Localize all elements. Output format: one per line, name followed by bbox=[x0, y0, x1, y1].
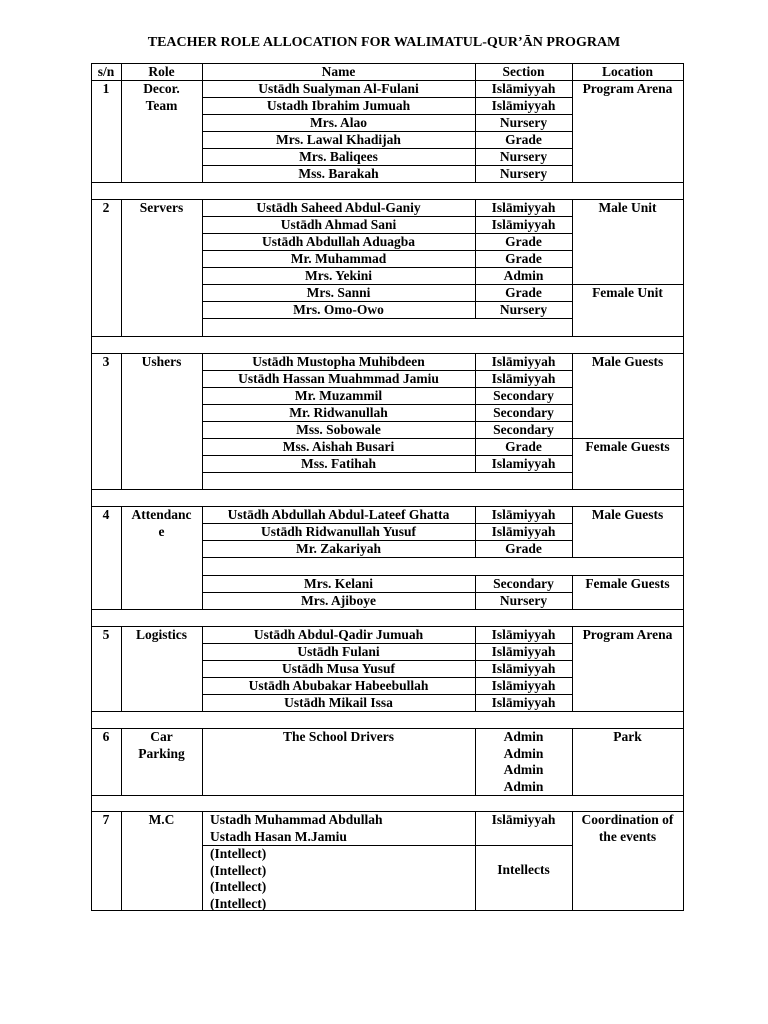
table-rule bbox=[202, 455, 573, 456]
section-cell: Admin bbox=[503, 745, 544, 761]
name-cell: Ustādh Ahmad Sani bbox=[280, 217, 397, 232]
name-cell: Mrs. Lawal Khadijah bbox=[276, 132, 401, 147]
table-rule bbox=[202, 165, 573, 166]
table-rule bbox=[91, 795, 684, 796]
table-rule bbox=[202, 811, 203, 911]
section-cell: Islāmiyyah bbox=[491, 524, 556, 539]
table-rule bbox=[202, 643, 573, 644]
table-rule bbox=[202, 694, 573, 695]
header-location: Location bbox=[601, 64, 653, 79]
name-cell: Mss. Sobowale bbox=[296, 422, 381, 437]
name-cell: Ustadh Ibrahim Jumuah bbox=[266, 98, 411, 113]
mc-name: Ustadh Muhammad Abdullah bbox=[210, 812, 383, 827]
section-cell: Islāmiyyah bbox=[491, 678, 556, 693]
section-cell: Grade bbox=[505, 132, 542, 147]
section-cell: Islāmiyyah bbox=[491, 695, 556, 710]
section-cell: Admin bbox=[503, 778, 544, 794]
location-cell: Male Guests bbox=[591, 507, 664, 522]
header-section: Section bbox=[502, 64, 545, 79]
table-rule bbox=[202, 404, 573, 405]
section-cell: Intellects bbox=[497, 862, 550, 877]
table-rule bbox=[202, 387, 573, 388]
name-cell: Mrs. Yekini bbox=[305, 268, 372, 283]
mc-name: (Intellect) bbox=[210, 879, 267, 894]
name-cell: Ustādh Mikail Issa bbox=[284, 695, 393, 710]
section-cell: Grade bbox=[505, 234, 542, 249]
role-label: Parking bbox=[138, 746, 185, 761]
table-rule bbox=[121, 353, 122, 490]
name-cell: Ustādh Mustopha Muhibdeen bbox=[252, 354, 425, 369]
section-cell: Admin bbox=[503, 762, 544, 777]
table-rule bbox=[202, 506, 203, 558]
name-cell: Mrs. Ajiboye bbox=[301, 593, 376, 608]
table-rule bbox=[121, 199, 122, 337]
role-label: Decor. bbox=[143, 81, 180, 96]
location-cell: the events bbox=[598, 829, 657, 844]
table-rule bbox=[683, 795, 684, 812]
name-cell: Ustādh Abdul-Qadir Jumuah bbox=[253, 627, 424, 642]
table-rule bbox=[91, 182, 92, 200]
name-cell: The School Drivers bbox=[283, 729, 394, 744]
role-label: Logistics bbox=[135, 627, 187, 642]
table-rule bbox=[683, 711, 684, 729]
section-cell: Islāmiyyah bbox=[491, 81, 556, 96]
table-rule bbox=[572, 353, 573, 490]
table-rule bbox=[683, 728, 684, 796]
table-rule bbox=[91, 336, 684, 337]
table-rule bbox=[91, 489, 92, 507]
section-cell: Secondary bbox=[493, 576, 554, 591]
table-rule bbox=[202, 540, 573, 541]
table-rule bbox=[475, 626, 476, 712]
name-cell: Ustādh Ridwanullah Yusuf bbox=[260, 524, 417, 539]
section-cell: Islāmiyyah bbox=[491, 627, 556, 642]
table-rule bbox=[202, 711, 573, 712]
name-cell: Ustādh Fulani bbox=[297, 644, 380, 659]
name-cell: Ustādh Musa Yusuf bbox=[281, 661, 396, 676]
section-cell: Nursery bbox=[499, 593, 548, 608]
table-rule bbox=[91, 336, 92, 354]
table-rule bbox=[683, 626, 684, 712]
table-rule bbox=[683, 80, 684, 183]
table-rule bbox=[202, 80, 203, 183]
row-sn: 2 bbox=[102, 200, 110, 215]
section-cell: Islāmiyyah bbox=[491, 98, 556, 113]
location-cell: Male Guests bbox=[591, 354, 664, 369]
table-rule bbox=[683, 811, 684, 911]
table-rule bbox=[683, 506, 684, 610]
table-rule bbox=[475, 353, 476, 473]
role-label: e bbox=[158, 524, 165, 539]
table-rule bbox=[202, 609, 573, 610]
table-rule bbox=[202, 216, 573, 217]
header-name: Name bbox=[321, 64, 356, 79]
row-sn: 1 bbox=[102, 81, 110, 96]
table-rule bbox=[202, 114, 573, 115]
table-rule bbox=[202, 199, 203, 337]
name-cell: Mss. Aishah Busari bbox=[282, 439, 395, 454]
name-cell: Mss. Barakah bbox=[298, 166, 379, 181]
table-rule bbox=[91, 199, 92, 337]
name-cell: Mr. Muzammil bbox=[294, 388, 383, 403]
table-rule bbox=[91, 795, 92, 812]
location-cell: Female Guests bbox=[585, 439, 670, 454]
row-sn: 3 bbox=[102, 354, 110, 369]
row-sn: 6 bbox=[102, 729, 110, 744]
name-cell: Mrs. Sanni bbox=[306, 285, 371, 300]
role-label: M.C bbox=[148, 812, 175, 827]
table-rule bbox=[202, 677, 573, 678]
section-cell: Islāmiyyah bbox=[491, 644, 556, 659]
row-sn: 5 bbox=[102, 627, 110, 642]
location-cell: Program Arena bbox=[582, 81, 673, 96]
mc-name: Ustadh Hasan M.Jamiu bbox=[210, 829, 347, 844]
name-cell: Ustādh Sualyman Al-Fulani bbox=[258, 81, 419, 96]
table-rule bbox=[202, 97, 573, 98]
section-cell: Islāmiyyah bbox=[491, 661, 556, 676]
role-label: Servers bbox=[139, 200, 184, 215]
header-role: Role bbox=[148, 64, 175, 79]
table-rule bbox=[202, 523, 573, 524]
name-cell: Mss. Fatihah bbox=[300, 456, 376, 471]
section-cell: Secondary bbox=[493, 422, 554, 437]
location-cell: Female Unit bbox=[592, 285, 663, 300]
table-rule bbox=[683, 353, 684, 490]
name-cell: Ustādh Abubakar Habeebullah bbox=[248, 678, 429, 693]
section-cell: Islāmiyyah bbox=[491, 507, 556, 522]
name-cell: Mr. Muhammad bbox=[290, 251, 387, 266]
table-rule bbox=[202, 626, 203, 712]
location-cell: Park bbox=[613, 729, 642, 744]
location-cell: Program Arena bbox=[582, 627, 673, 642]
section-cell: Nursery bbox=[499, 149, 548, 164]
mc-name: (Intellect) bbox=[210, 846, 267, 861]
location-cell: Male Unit bbox=[598, 200, 657, 215]
section-cell: Secondary bbox=[493, 405, 554, 420]
table-rule bbox=[91, 489, 684, 490]
name-cell: Mrs. Alao bbox=[310, 115, 367, 130]
table-rule bbox=[202, 472, 573, 473]
section-cell: Nursery bbox=[499, 302, 548, 317]
table-rule bbox=[202, 370, 573, 371]
table-rule bbox=[91, 353, 92, 490]
table-rule bbox=[202, 660, 573, 661]
row-sn: 7 bbox=[102, 812, 110, 827]
section-cell: Grade bbox=[505, 251, 542, 266]
table-rule bbox=[202, 131, 573, 132]
name-cell: Ustādh Abdullah Abdul-Lateef Ghatta bbox=[227, 507, 450, 522]
table-rule bbox=[683, 63, 684, 81]
section-cell: Islāmiyyah bbox=[491, 371, 556, 386]
table-rule bbox=[475, 80, 476, 183]
section-cell: Grade bbox=[505, 439, 542, 454]
role-label: Team bbox=[145, 98, 178, 113]
name-cell: Ustādh Abdullah Aduagba bbox=[261, 234, 416, 249]
location-cell: Female Guests bbox=[585, 576, 670, 591]
section-cell: Nursery bbox=[499, 115, 548, 130]
name-cell: Mr. Ridwanullah bbox=[289, 405, 388, 420]
section-cell: Grade bbox=[505, 285, 542, 300]
table-rule bbox=[202, 438, 573, 439]
table-rule bbox=[475, 575, 476, 610]
name-cell: Ustādh Saheed Abdul-Ganiy bbox=[256, 200, 421, 215]
section-cell: Islamiyyah bbox=[491, 456, 556, 471]
mc-name: (Intellect) bbox=[210, 862, 267, 878]
table-rule bbox=[202, 233, 573, 234]
table-rule bbox=[475, 506, 476, 558]
section-cell: Islāmiyyah bbox=[491, 200, 556, 215]
table-rule bbox=[202, 284, 573, 285]
table-rule bbox=[202, 267, 573, 268]
table-rule bbox=[202, 353, 203, 490]
section-cell: Admin bbox=[503, 268, 544, 283]
table-rule bbox=[683, 609, 684, 627]
header-sn: s/n bbox=[97, 64, 115, 79]
name-cell: Mrs. Omo-Owo bbox=[293, 302, 384, 317]
document-title: TEACHER ROLE ALLOCATION FOR WALIMATUL-QUR’ĀN PROGRAM bbox=[147, 35, 621, 50]
table-rule bbox=[202, 148, 573, 149]
role-label: Car bbox=[150, 729, 173, 744]
location-cell: Coordination of bbox=[581, 812, 674, 827]
name-cell: Mrs. Baliqees bbox=[299, 149, 378, 164]
name-cell: Ustādh Hassan Muahmmad Jamiu bbox=[238, 371, 439, 386]
section-cell: Islāmiyyah bbox=[491, 812, 556, 827]
table-rule bbox=[683, 199, 684, 337]
section-cell: Secondary bbox=[493, 388, 554, 403]
section-cell: Nursery bbox=[499, 166, 548, 181]
section-cell: Islāmiyyah bbox=[491, 217, 556, 232]
table-rule bbox=[202, 557, 684, 558]
name-cell: Mr. Zakariyah bbox=[295, 541, 381, 556]
table-rule bbox=[683, 336, 684, 354]
role-label: Ushers bbox=[141, 354, 182, 369]
table-rule bbox=[91, 711, 92, 729]
table-rule bbox=[202, 592, 573, 593]
section-cell: Grade bbox=[505, 541, 542, 556]
table-rule bbox=[202, 301, 573, 302]
table-rule bbox=[475, 199, 476, 319]
table-rule bbox=[202, 557, 203, 610]
section-cell: Admin bbox=[503, 729, 544, 744]
table-rule bbox=[202, 250, 573, 251]
section-cell: Islāmiyyah bbox=[491, 354, 556, 369]
mc-name: (Intellect) bbox=[210, 895, 267, 911]
table-rule bbox=[683, 489, 684, 507]
role-label: Attendanc bbox=[131, 507, 192, 522]
table-rule bbox=[683, 182, 684, 200]
table-rule bbox=[202, 318, 573, 319]
table-rule bbox=[202, 182, 573, 183]
table-rule bbox=[572, 199, 573, 337]
table-rule bbox=[91, 609, 92, 627]
name-cell: Mrs. Kelani bbox=[304, 576, 373, 591]
table-rule bbox=[202, 421, 573, 422]
row-sn: 4 bbox=[102, 507, 110, 522]
